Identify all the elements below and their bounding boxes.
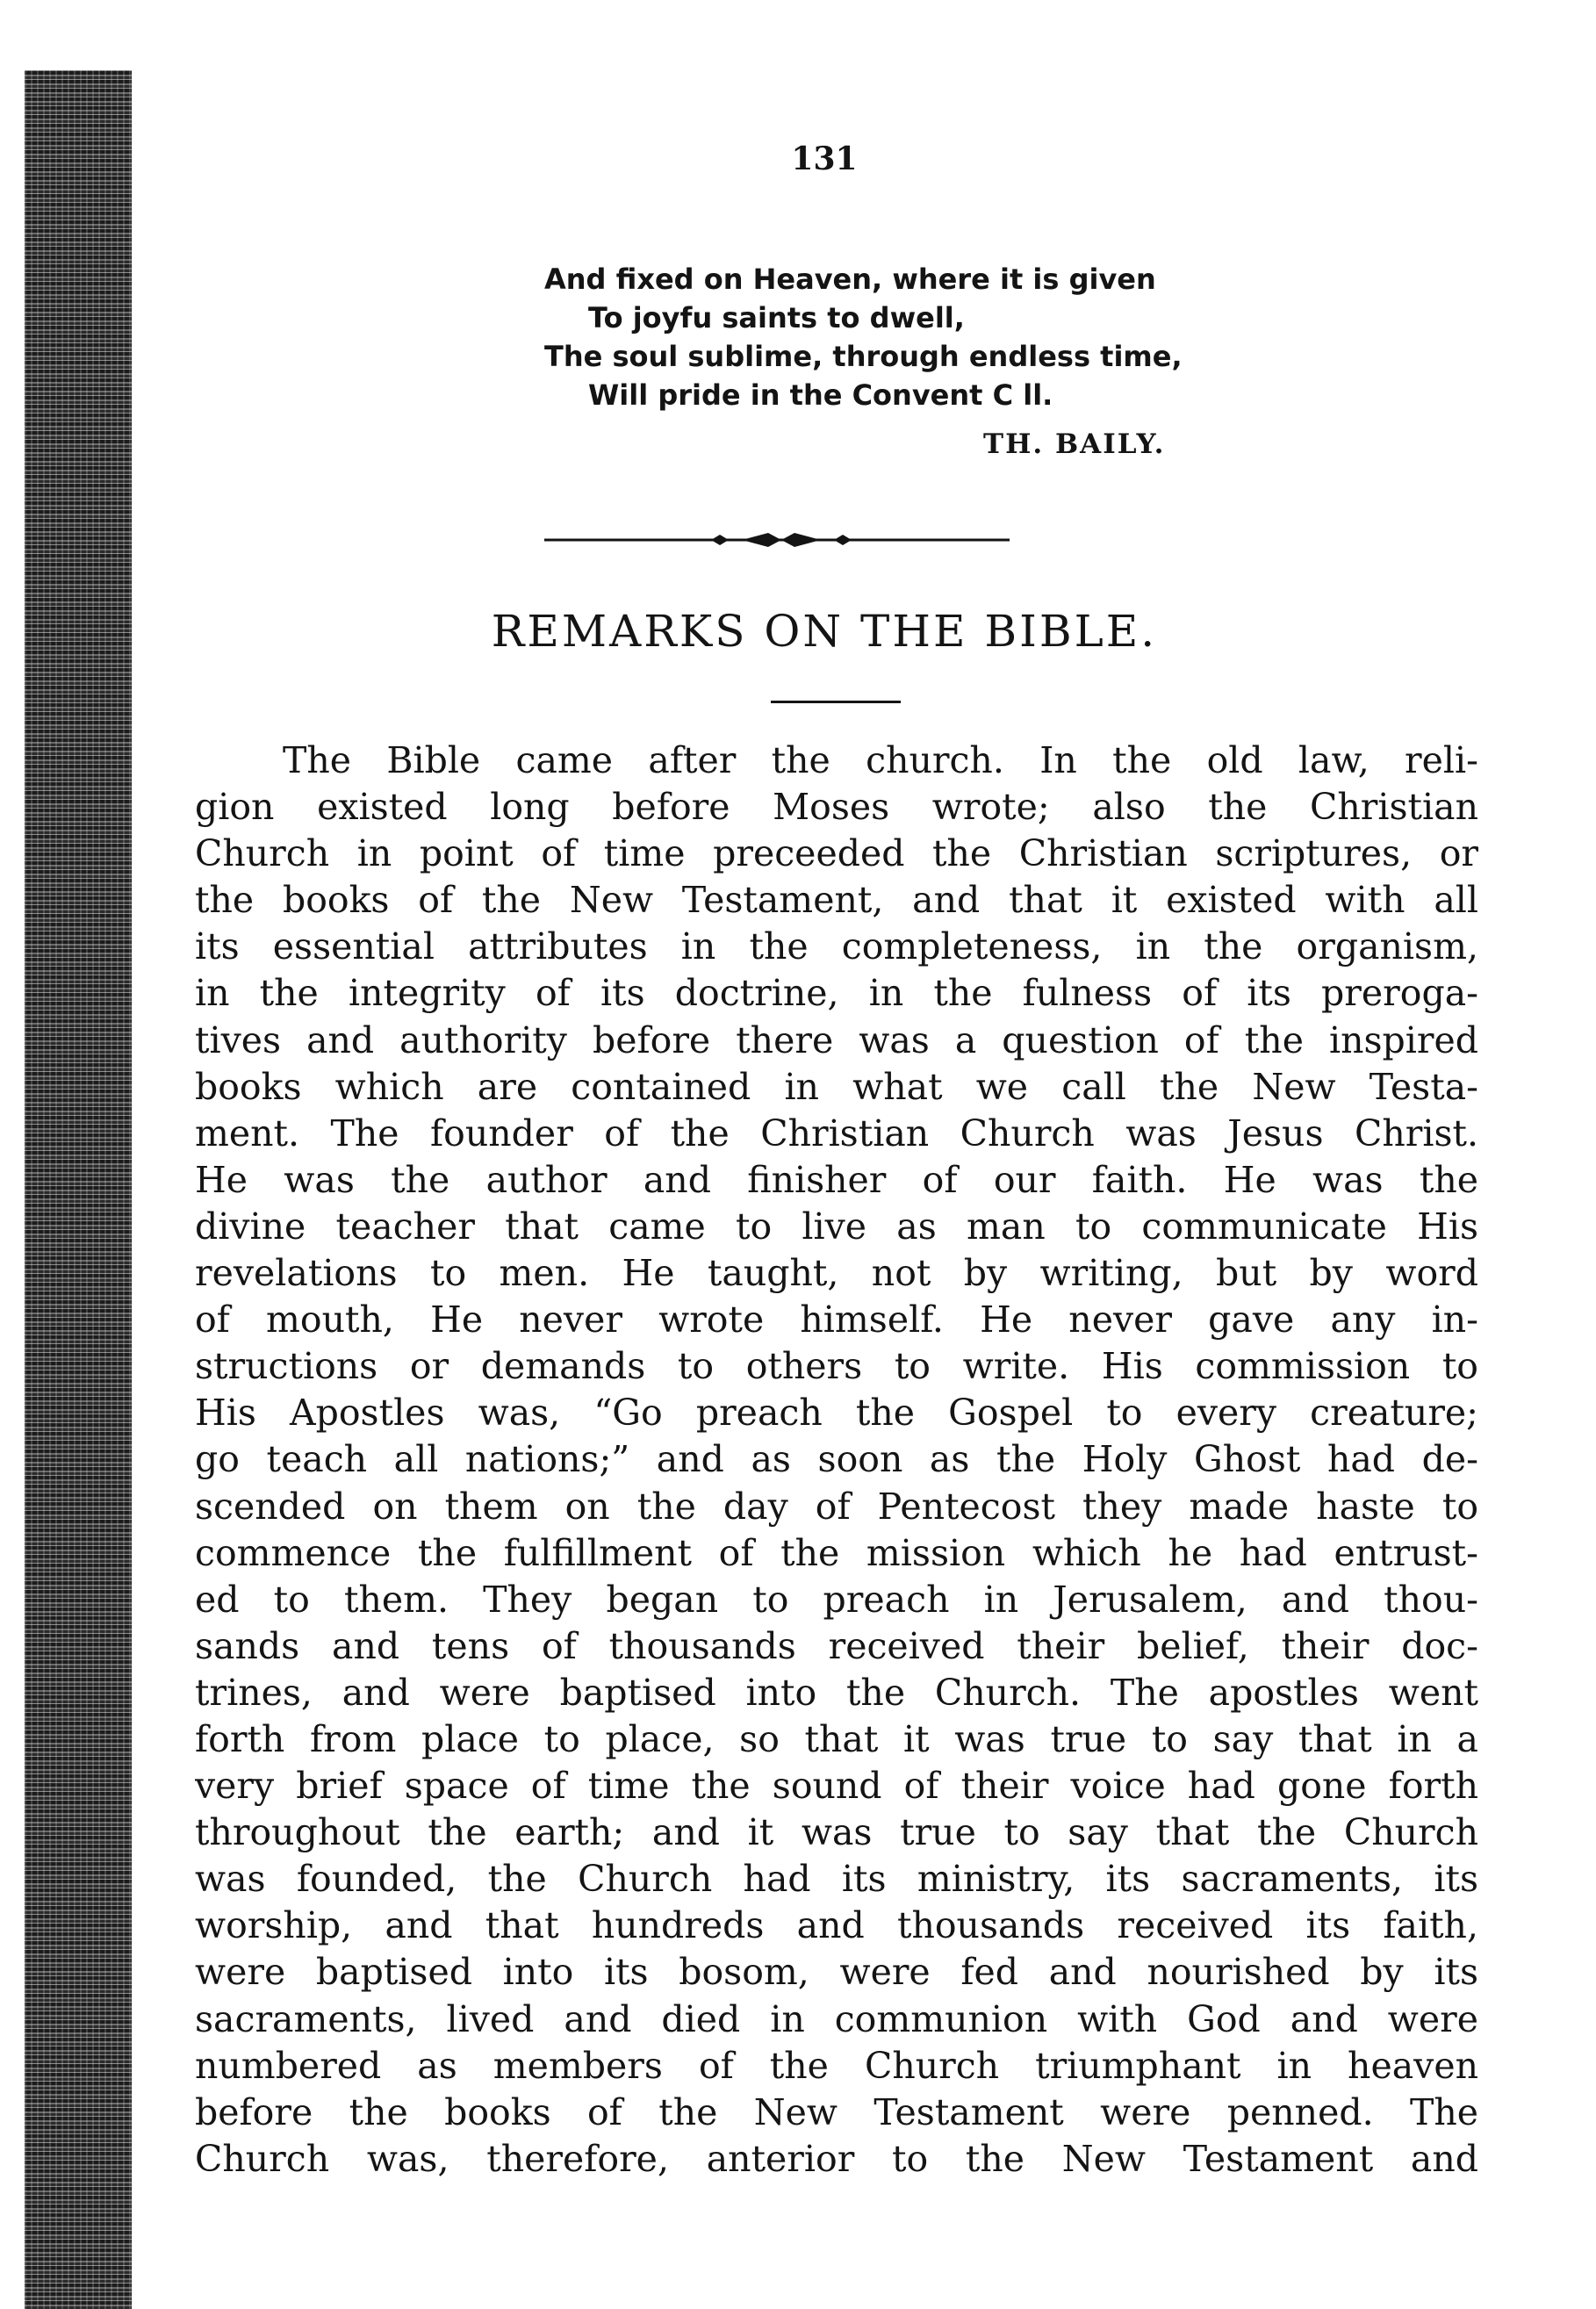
body-line: of mouth, He never wrote himself. He never gave any in- [195, 1298, 1478, 1342]
body-line: revelations to men. He taught, not by writing, but by word [195, 1252, 1478, 1295]
body-line: His Apostles was, “Go preach the Gospel to every creature; [195, 1392, 1478, 1435]
poem-line: The soul sublime, through endless time, [544, 340, 1183, 373]
body-line: Church was, therefore, anterior to the New Testament and [195, 2137, 1478, 2180]
body-line: forth from place to place, so that it was true to say that in a [195, 1717, 1478, 1760]
book-spine-edge [25, 70, 132, 2309]
page-number: 131 [791, 140, 858, 177]
body-line: tives and authority before there was a question of the inspired [195, 1018, 1478, 1061]
body-line: He was the author and finisher of our faith. He was the [195, 1158, 1478, 1201]
section-heading: REMARKS ON THE BIBLE. [491, 606, 1158, 657]
body-line: divine teacher that came to live as man to communicate His [195, 1205, 1478, 1248]
poem-line: And fixed on Heaven, where it is given [544, 263, 1156, 296]
body-line: in the integrity of its doctrine, in the fulness of its preroga- [195, 972, 1478, 1015]
poem-attribution: TH. BAILY. [983, 428, 1166, 460]
body-line: go teach all nations;” and as soon as the Holy Ghost had de- [195, 1438, 1478, 1481]
body-line: scended on them on the day of Pentecost they made haste to [195, 1485, 1478, 1528]
body-line: Church in point of time preceeded the Christian scriptures, or [195, 832, 1478, 875]
poem-stanza [544, 260, 1282, 414]
body-line: The Bible came after the church. In the old law, reli- [283, 739, 1478, 781]
body-paragraph [195, 737, 1478, 2183]
body-line: was founded, the Church had its ministry, its sacraments, its [195, 1858, 1478, 1901]
body-line: sands and tens of thousands received their belief, their doc- [195, 1624, 1478, 1667]
body-line: gion existed long before Moses wrote; also the Christian [195, 786, 1478, 829]
body-line: structions or demands to others to write. His commission to [195, 1345, 1478, 1388]
divider-ornament-icon [544, 527, 1010, 553]
poem-line: Will pride in the Convent C ll. [588, 378, 1053, 412]
body-line: very brief space of time the sound of their voice had gone forth [195, 1765, 1478, 1808]
body-line: were baptised into its bosom, were fed and nourished by its [195, 1951, 1478, 1994]
body-line: trines, and were baptised into the Church. The apostles went [195, 1671, 1478, 1714]
poem-line: To joyfu saints to dwell, [588, 301, 965, 334]
heading-rule [771, 701, 901, 703]
body-line: before the books of the New Testament were penned. The [195, 2090, 1478, 2133]
body-line: books which are contained in what we call the New Testa- [195, 1065, 1478, 1108]
body-line: the books of the New Testament, and that it existed with all [195, 879, 1478, 922]
body-line: sacraments, lived and died in communion with God and were [195, 1997, 1478, 2040]
body-line: ed to them. They began to preach in Jerusalem, and thou- [195, 1578, 1478, 1621]
body-line: its essential attributes in the completeness, in the organism, [195, 925, 1478, 968]
body-line: throughout the earth; and it was true to say that the Church [195, 1811, 1478, 1854]
body-line: worship, and that hundreds and thousands received its faith, [195, 1904, 1478, 1947]
body-line: ment. The founder of the Christian Church was Jesus Christ. [195, 1111, 1478, 1154]
body-line: numbered as members of the Church triumphant in heaven [195, 2044, 1478, 2087]
body-line: commence the fulfillment of the mission which he had entrust- [195, 1531, 1478, 1574]
